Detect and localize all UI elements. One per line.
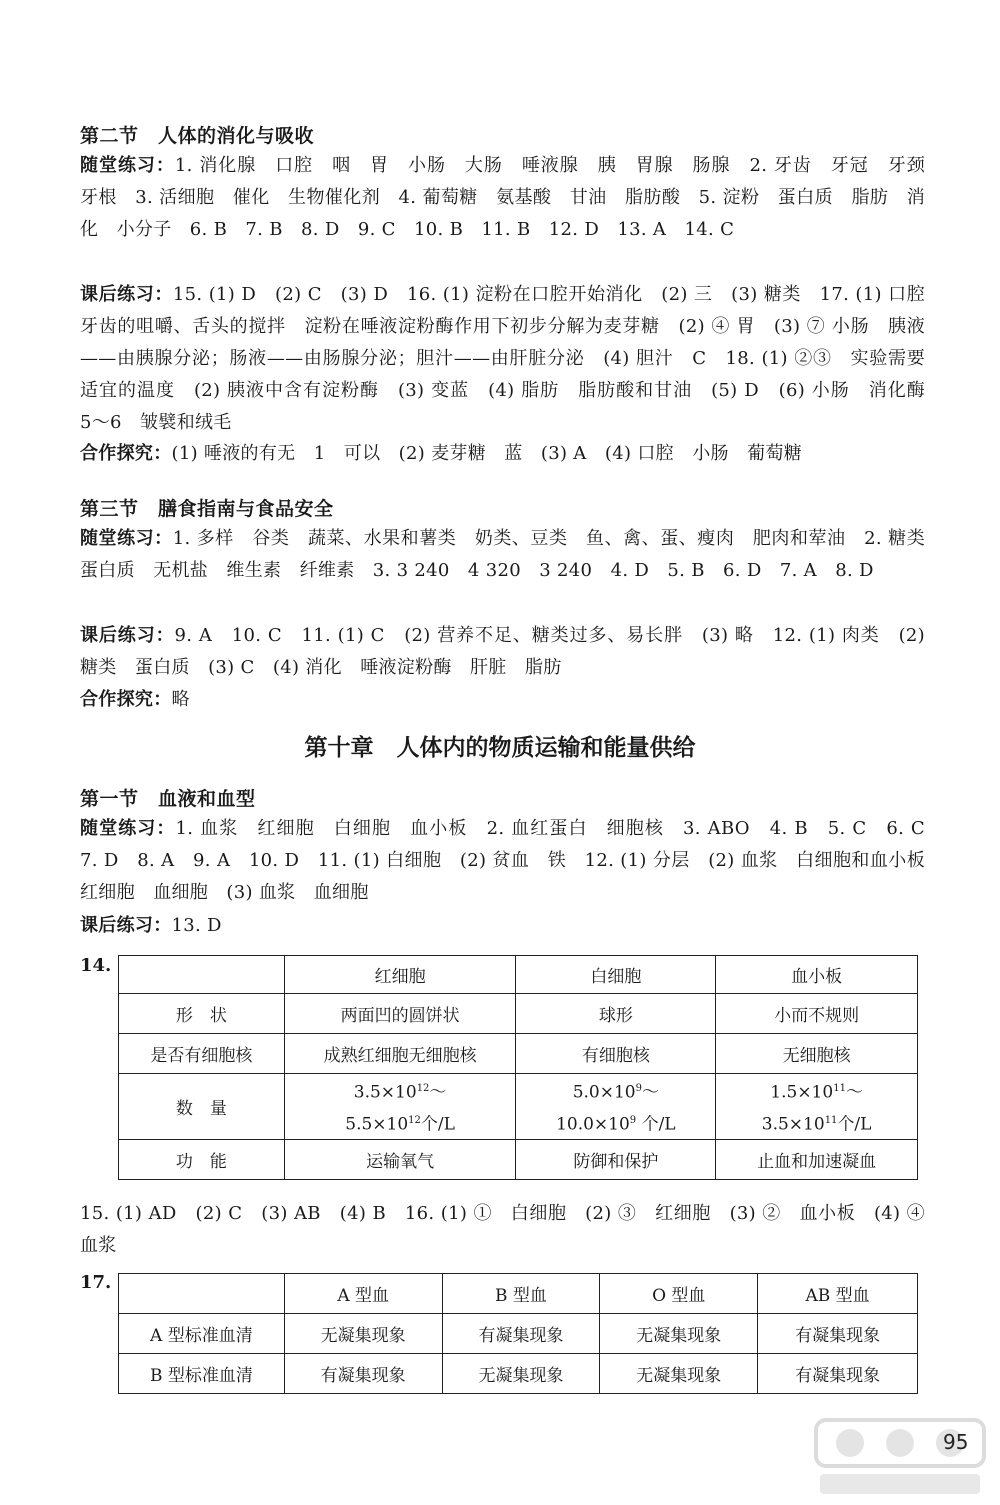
count-line: $3.5\times 10^{12}\sim$ [353, 1082, 447, 1103]
table-header-cell [119, 956, 285, 994]
table-cell-count-wbc [516, 1074, 716, 1140]
section-title-blood: 第一节 血液和血型 [80, 788, 256, 810]
section-blood-class-practice [80, 813, 944, 909]
count-line: $3.5\times 10^{11}$个/L [761, 1114, 872, 1135]
label-class-practice: 随堂练习： [80, 818, 176, 839]
table-cell-count-platelet [716, 1074, 918, 1140]
section-title-digestion: 第二节 人体的消化与吸收 [80, 125, 315, 147]
section-digestion-cooperative [80, 438, 925, 470]
table-cell: 是否有细胞核 [119, 1034, 285, 1074]
label-class-practice: 随堂练习： [80, 528, 173, 549]
page-number: 95 [943, 1430, 969, 1454]
table-row [119, 1074, 918, 1140]
label-homework: 课后练习： [80, 915, 172, 936]
label-class-practice: 随堂练习： [80, 155, 175, 176]
table-cell: 功 能 [119, 1140, 285, 1180]
table-header-cell [119, 1274, 285, 1314]
answers-cooperative: 略 [171, 689, 190, 710]
table-cell: 球形 [516, 994, 716, 1034]
table-cell: 有凝集现象 [758, 1354, 918, 1394]
table-cell: 防御和保护 [516, 1140, 716, 1180]
table-cell: 运输氧气 [284, 1140, 516, 1180]
table-cell: 有细胞核 [516, 1034, 716, 1074]
answers-q15-q16: 15. (1) AD (2) C (3) AB (4) B 16. (1) ① 白细胞 (2) ③ 红细胞 (3) ② 血小板 (4) ④ 血浆 [80, 1203, 944, 1256]
answers-cooperative: (1) 唾液的有无 1 可以 (2) 麦芽糖 蓝 (3) A (4) 口腔 小肠 葡萄糖 [171, 443, 803, 464]
table-header-cell: A 型血 [284, 1274, 442, 1314]
table-header-cell: B 型血 [442, 1274, 600, 1314]
label-cooperative: 合作探究： [80, 443, 172, 464]
question-14-number: 14. [80, 955, 112, 976]
count-line: $5.0\times 10^9\sim$ [572, 1082, 659, 1103]
answers-homework: 13. D [171, 915, 222, 936]
table-cell: 有凝集现象 [442, 1314, 600, 1354]
answers-class-practice: 1. 血浆 红细胞 白细胞 血小板 2. 血红蛋白 细胞核 3. ABO 4. B 5. C 6. C 7. D 8. A 9. A 10. D 11. (1) 白细胞 (2) 贫血 铁 12. (1) 分层 (2) 血浆 白细胞和血小板 红细胞 血细胞 (3) 血浆 血细胞 [80, 818, 944, 903]
table-header-cell: 红细胞 [284, 956, 516, 994]
section-digestion-class-practice [80, 150, 944, 246]
count-line: $1.5\times 10^{11}\sim$ [770, 1082, 863, 1103]
answers-class-practice: 1. 多样 谷类 蔬菜、水果和薯类 奶类、豆类 鱼、禽、蛋、瘦肉 肥肉和荤油 2. 糖类 蛋白质 无机盐 维生素 纤维素 3. 3 240 4 320 3 240 4. D 5. B 6. D 7. A 8. D [80, 528, 944, 581]
blood-cell-table [118, 955, 918, 1180]
table-header-row [119, 956, 918, 994]
table-cell: 无凝集现象 [442, 1354, 600, 1394]
count-line: $10.0\times 10^9$ 个/L [556, 1114, 676, 1135]
section-blood-homework [80, 910, 925, 942]
section-digestion-homework [80, 279, 944, 439]
table-cell: 形 状 [119, 994, 285, 1034]
section-diet-cooperative [80, 684, 925, 716]
table-row [119, 1354, 918, 1394]
answers-class-practice: 1. 消化腺 口腔 咽 胃 小肠 大肠 唾液腺 胰 胃腺 肠腺 2. 牙齿 牙冠 牙颈 牙根 3. 活细胞 催化 生物催化剂 4. 葡萄糖 氨基酸 甘油 脂肪酸 5. 淀粉 蛋白质 脂肪 消化 小分子 6. B 7. B 8. D 9. C 10. B 11. B 12. D 13. A 14. C [80, 155, 944, 240]
label-homework: 课后练习： [80, 625, 175, 646]
blood-type-table [118, 1273, 918, 1394]
table-row [119, 994, 918, 1034]
label-cooperative: 合作探究： [80, 689, 172, 710]
table-cell: 有凝集现象 [758, 1314, 918, 1354]
table-header-cell: AB 型血 [758, 1274, 918, 1314]
answers-homework: 15. (1) D (2) C (3) D 16. (1) 淀粉在口腔开始消化 (2) 三 (3) 糖类 17. (1) 口腔 牙齿的咀嚼、舌头的搅拌 淀粉在唾液淀粉酶作用下初步分解为麦芽糖 (2) ④ 胃 (3) ⑦ 小肠 胰液——由胰腺分泌；肠液——由肠腺分泌；胆汁——由肝脏分泌 (4) 胆汁 C 18. (1) ②③ 实验需要适宜的温度 (2) 胰液中含有淀粉酶 (3) 变蓝 (4) 脂肪 脂肪酸和甘油 (5) D (6) 小肠 消化酶 5～6 皱襞和绒毛 [80, 284, 944, 433]
table-cell: 无凝集现象 [284, 1314, 442, 1354]
question-17-number: 17. [80, 1272, 112, 1293]
table-row [119, 1314, 918, 1354]
table-cell: 无凝集现象 [600, 1314, 758, 1354]
table-cell: A 型标准血清 [119, 1314, 285, 1354]
table-cell: 小而不规则 [716, 994, 918, 1034]
table-header-cell: 白细胞 [516, 956, 716, 994]
section-diet-class-practice [80, 523, 944, 587]
section-title-diet: 第三节 膳食指南与食品安全 [80, 498, 334, 520]
chapter-title: 第十章 人体内的物质运输和能量供给 [304, 735, 696, 761]
table-cell: 成熟红细胞无细胞核 [284, 1034, 516, 1074]
table-cell-count-rbc [284, 1074, 516, 1140]
answers-homework: 9. A 10. C 11. (1) C (2) 营养不足、糖类过多、易长胖 (3) 略 12. (1) 肉类 (2) 糖类 蛋白质 (3) C (4) 消化 唾液淀粉酶 肝脏 脂肪 [80, 625, 926, 678]
table-cell: 无细胞核 [716, 1034, 918, 1074]
count-line: $5.5\times 10^{12}$个/L [345, 1114, 455, 1135]
table-header-cell: 血小板 [716, 956, 918, 994]
table-cell: B 型标准血清 [119, 1354, 285, 1394]
table-row [119, 1034, 918, 1074]
table-row [119, 1140, 918, 1180]
table-header-row [119, 1274, 918, 1314]
table-cell: 数 量 [119, 1074, 285, 1140]
table-cell: 无凝集现象 [600, 1354, 758, 1394]
table-header-cell: O 型血 [600, 1274, 758, 1314]
section-diet-homework [80, 620, 925, 684]
watermark-logo-icon [810, 1412, 990, 1502]
table-cell: 两面凹的圆饼状 [284, 994, 516, 1034]
table-cell: 止血和加速凝血 [716, 1140, 918, 1180]
label-homework: 课后练习： [80, 284, 173, 305]
table-cell: 有凝集现象 [284, 1354, 442, 1394]
